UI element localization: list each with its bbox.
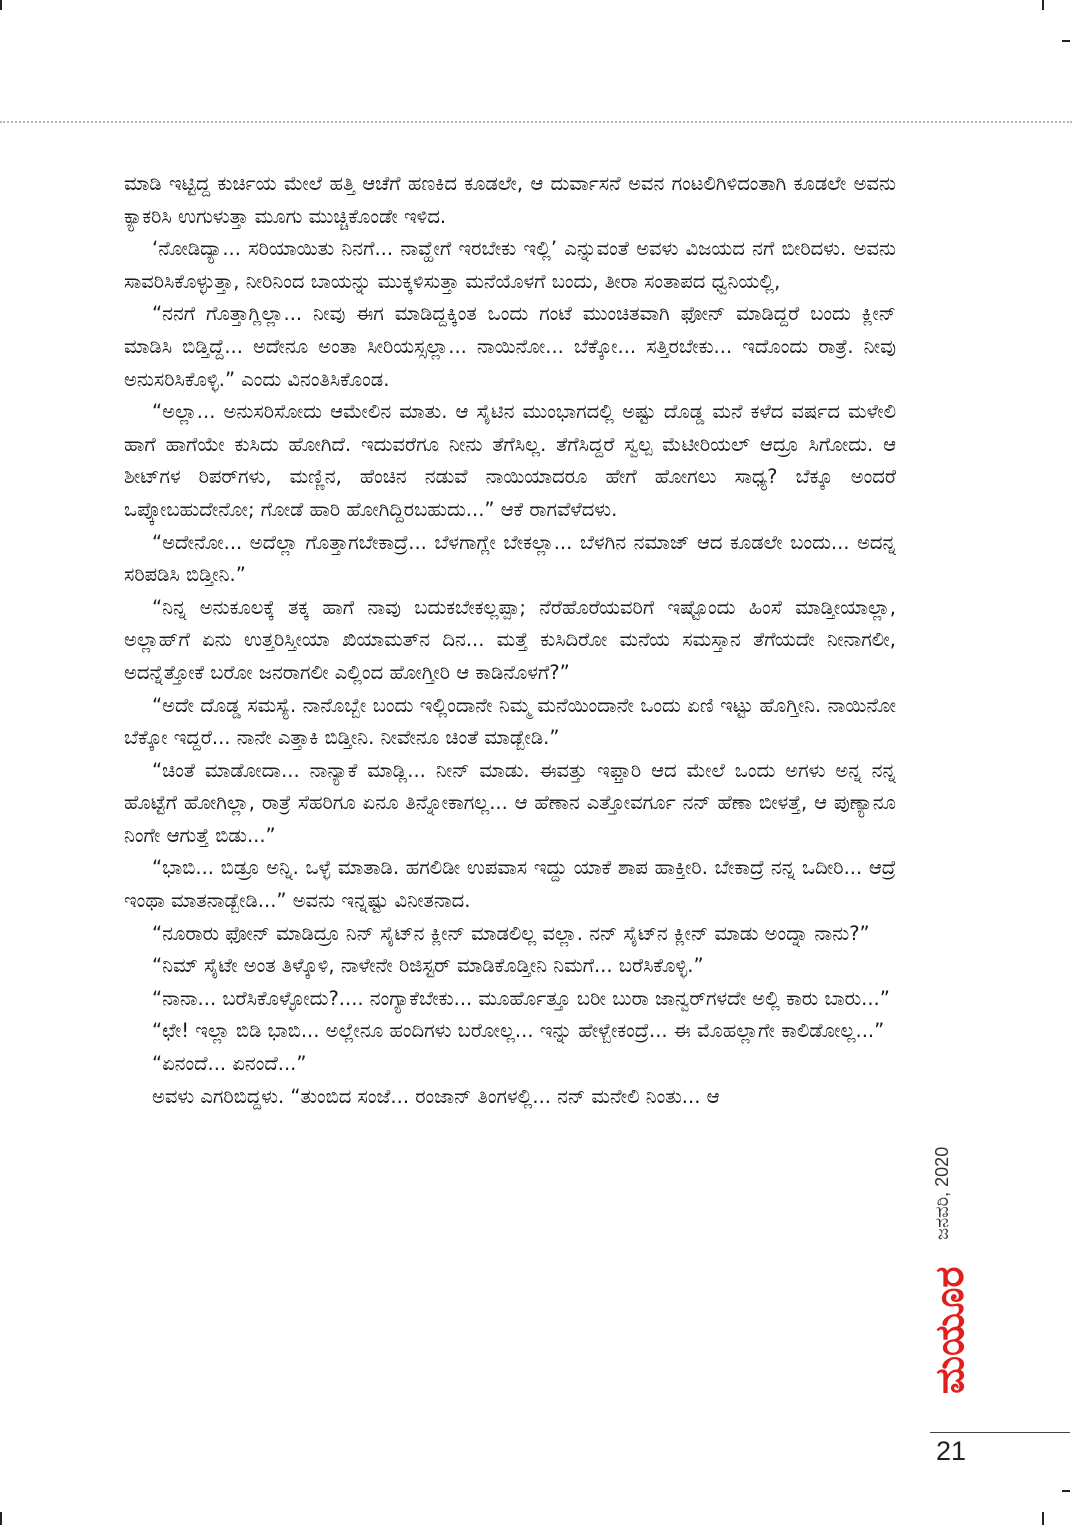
magazine-logo: ಮಯೂರ (927, 1266, 973, 1394)
paragraph-7: “ಅದೇ ದೊಡ್ಡ ಸಮಸ್ಯೆ. ನಾನೊಬ್ಬೇ ಬಂದು ಇಲ್ಲಿಂದಾನೇ ನಿಮ್ಮ ಮನೆಯಿಂದಾನೇ ಒಂದು ಏಣಿ ಇಟ್ಟು ಹೊಗ್ತೀನಿ. ನಾಯಿನೋ ಬೆಕ್ಕೋ ಇದ್ದರೆ... ನಾನೇ ಎತ್ತಾಕಿ ಬಿಡ್ತೀನಿ. ನೀವೇನೂ ಚಿಂತೆ ಮಾಡ್ಬೇಡಿ.” (124, 693, 896, 750)
story-body (124, 168, 896, 1113)
paragraph-3: “ನನಗೆ ಗೊತ್ತಾಗ್ಲಿಲ್ಲಾ... ನೀವು ಈಗ ಮಾಡಿದ್ದಕ್ಕಿಂತ ಒಂದು ಗಂಟೆ ಮುಂಚಿತವಾಗಿ ಫೋನ್ ಮಾಡಿದ್ದರೆ ಬಂದು ಕ್ಲೀನ್ ಮಾಡಿಸಿ ಬಿಡ್ತಿದ್ದೆ... ಅದೇನೂ ಅಂತಾ ಸೀರಿಯಸ್ಸಲ್ಲಾ... ನಾಯಿನೋ... ಬೆಕ್ಕೋ... ಸತ್ತಿರಬೇಕು... ಇದೊಂದು ರಾತ್ರೆ. ನೀವು ಅನುಸರಿಸಿಕೊಳ್ಳಿ.” ಎಂದು ವಿನಂತಿಸಿಕೊಂಡ. (124, 302, 896, 391)
paragraph-14: “ಏನಂದೆ... ಏನಂದೆ...” (152, 1052, 307, 1076)
page-sidebar (920, 1090, 980, 1420)
paragraph-8: “ಚಿಂತೆ ಮಾಡೋದಾ... ನಾನ್ಯಾಕೆ ಮಾಡ್ಲಿ... ನೀನ್ ಮಾಡು. ಈವತ್ತು ಇಫ್ತಾರಿ ಆದ ಮೇಲೆ ಒಂದು ಅಗಳು ಅನ್ನ ನನ್ನ ಹೊಟ್ಟೆಗೆ ಹೋಗಿಲ್ಲಾ, ರಾತ್ರೆ ಸೆಹರಿಗೂ ಏನೂ ತಿನ್ನೋಕಾಗಲ್ಲ... ಆ ಹೆಣಾನ ಎತ್ತೋವರ್ಗೂ ನನ್ ಹೆಣಾ ಬೀಳತ್ತೆ, ಆ ಪುಣ್ಯಾನೂ ನಿಂಗೇ ಆಗುತ್ತೆ ಬಿಡು...” (124, 758, 896, 847)
page-number: 21 (936, 1436, 967, 1466)
paragraph-10: “ನೂರಾರು ಫೋನ್ ಮಾಡಿದ್ರೂ ನಿನ್ ಸೈಟ್‌ನ ಕ್ಲೀನ್ ಮಾಡಲಿಲ್ಲ ವಲ್ಲಾ. ನನ್ ಸೈಟ್‌ನ ಕ್ಲೀನ್ ಮಾಡು ಅಂದ್ನಾ ನಾನು?” (152, 921, 870, 945)
issue-date: ಜನವರಿ, 2020 (932, 1146, 952, 1240)
paragraph-13: “ಛೇ! ಇಲ್ಲಾ ಬಿಡಿ ಭಾಬಿ... ಅಲ್ಲೇನೂ ಹಂದಿಗಳು ಬರೋಲ್ಲ... ಇನ್ನು ಹೇಳ್ಬೇಕಂದ್ರೆ... ಈ ಮೊಹಲ್ಲಾಗೇ ಕಾಲಿಡೋಲ್ಲ...” (152, 1019, 885, 1043)
paragraph-15: ಅವಳು ಎಗರಿಬಿದ್ದಳು. “ತುಂಬಿದ ಸಂಜೆ... ರಂಜಾನ್ ತಿಂಗಳಲ್ಲಿ... ನನ್ ಮನೇಲಿ ನಿಂತು... ಆ (152, 1084, 720, 1108)
paragraph-12: “ನಾನಾ... ಬರೆಸಿಕೊಳ್ಳೋದು?.... ನಂಗ್ಯಾಕೆಬೇಕು... ಮೂರ್ಹೊತ್ತೂ ಬರೀ ಬುರಾ ಜಾನ್ವರ್‌ಗಳದೇ ಅಲ್ಲಿ ಕಾರು ಬಾರು...” (152, 986, 890, 1010)
paragraph-4: “ಅಲ್ಲಾ... ಅನುಸರಿಸೋದು ಆಮೇಲಿನ ಮಾತು. ಆ ಸೈಟಿನ ಮುಂಭಾಗದಲ್ಲಿ ಅಷ್ಟು ದೊಡ್ಡ ಮನೆ ಕಳೆದ ವರ್ಷದ ಮಳೇಲಿ ಹಾಗೆ ಹಾಗೆಯೇ ಕುಸಿದು ಹೋಗಿದೆ. ಇದುವರೆಗೂ ನೀನು ತೆಗೆಸಿಲ್ಲ. ತೆಗೆಸಿದ್ದರೆ ಸ್ವಲ್ಪ ಮೆಟೀರಿಯಲ್ ಆದ್ರೂ ಸಿಗೋದು. ಆ ಶೀಟ್‌ಗಳ ರಿಪರ್‌ಗಳು, ಮಣ್ಣಿನ, ಹೆಂಚಿನ ನಡುವೆ ನಾಯಿಯಾದರೂ ಹೇಗೆ ಹೋಗಲು ಸಾಧ್ಯ? ಬೆಕ್ಕೂ ಅಂದರೆ ಒಪ್ಕೋಬಹುದೇನೋ; ಗೋಡೆ ಹಾರಿ ಹೋಗಿದ್ದಿರಬಹುದು...” ಆಕೆ ರಾಗವೆಳೆದಳು. (124, 400, 896, 521)
paragraph-1: ಮಾಡಿ ಇಟ್ಟಿದ್ದ ಕುರ್ಚಿಯ ಮೇಲೆ ಹತ್ತಿ ಆಚೆಗೆ ಹಣಕಿದ ಕೂಡಲೇ, ಆ ದುರ್ವಾಸನೆ ಅವನ ಗಂಟಲಿಗಿಳಿದಂತಾಗಿ ಕೂಡಲೇ ಅವನು ಕ್ಯಾಕರಿಸಿ ಉಗುಳುತ್ತಾ ಮೂಗು ಮುಚ್ಚಿಕೊಂಡೇ ಇಳಿದ. (124, 172, 896, 228)
crop-mark-top-right (1042, 0, 1044, 10)
crop-mark-bottom-right (1042, 1512, 1044, 1525)
crop-mark-top-left (0, 0, 2, 10)
paragraph-6: “ನಿನ್ನ ಅನುಕೂಲಕ್ಕೆ ತಕ್ಕ ಹಾಗೆ ನಾವು ಬದುಕಬೇಕಲ್ಲಪ್ಪಾ; ನೆರೆಹೊರೆಯವರಿಗೆ ಇಷ್ಟೊಂದು ಹಿಂಸೆ ಮಾಡ್ತೀಯಾಲ್ಲಾ, ಅಲ್ಲಾಹ್‌ಗೆ ಏನು ಉತ್ತರಿಸ್ತೀಯಾ ಖಿಯಾಮತ್‌ನ ದಿನ... ಮತ್ತೆ ಕುಸಿದಿರೋ ಮನೆಯ ಸಮಸ್ತಾನ ತೆಗೆಯದೇ ನೀನಾಗಲೀ, ಅದನ್ನೆತ್ತೋಕೆ ಬರೋ ಜನರಾಗಲೀ ಎಲ್ಲಿಂದ ಹೋಗ್ತೀರಿ ಆ ಕಾಡಿನೊಳಗೆ?” (124, 595, 896, 684)
folio-rule (930, 1432, 1070, 1433)
header-dotted-rule (0, 121, 1072, 123)
paragraph-9: “ಭಾಬಿ... ಬಿಡ್ರೂ ಅನ್ನಿ. ಒಳ್ಳೆ ಮಾತಾಡಿ. ಹಗಲಿಡೀ ಉಪವಾಸ ಇದ್ದು ಯಾಕೆ ಶಾಪ ಹಾಕ್ತೀರಿ. ಬೇಕಾದ್ರೆ ನನ್ನ ಒದೀರಿ... ಆದ್ರೆ ಇಂಥಾ ಮಾತನಾಡ್ಬೇಡಿ...” ಅವನು ಇನ್ನಷ್ಟು ವಿನೀತನಾದ. (124, 856, 896, 913)
crop-mark-right-bottom (1062, 1490, 1070, 1492)
crop-mark-bottom-left (0, 1512, 2, 1525)
paragraph-5: “ಅದೇನೋ... ಅದೆಲ್ಲಾ ಗೊತ್ತಾಗಬೇಕಾದ್ರೆ... ಬೆಳಗಾಗ್ಲೇ ಬೇಕಲ್ಲಾ... ಬೆಳಗಿನ ನಮಾಜ್ ಆದ ಕೂಡಲೇ ಬಂದು... ಅದನ್ನ ಸರಿಪಡಿಸಿ ಬಿಡ್ತೀನಿ.” (124, 530, 896, 587)
paragraph-2: ‘ನೋಡಿದ್ಯಾ... ಸರಿಯಾಯಿತು ನಿನಗೆ... ನಾವ್ಹೇಗೆ ಇರಬೇಕು ಇಲ್ಲಿ’ ಎನ್ನುವಂತೆ ಅವಳು ವಿಜಯದ ನಗೆ ಬೀರಿದಳು. ಅವನು ಸಾವರಿಸಿಕೊಳ್ಳುತ್ತಾ, ನೀರಿನಿಂದ ಬಾಯನ್ನು ಮುಕ್ಕಳಿಸುತ್ತಾ ಮನೆಯೊಳಗೆ ಬಂದು, ತೀರಾ ಸಂತಾಪದ ಧ್ವನಿಯಲ್ಲಿ, (124, 237, 896, 293)
paragraph-11: “ನಿಮ್ ಸೈಟೇ ಅಂತ ತಿಳ್ಕೊಳಿ, ನಾಳೇನೇ ರಿಜಿಸ್ಟರ್ ಮಾಡಿಕೊಡ್ತೀನಿ ನಿಮಗೆ... ಬರೆಸಿಕೊಳ್ಳಿ.” (152, 954, 704, 978)
crop-mark-right-top (1062, 40, 1070, 42)
